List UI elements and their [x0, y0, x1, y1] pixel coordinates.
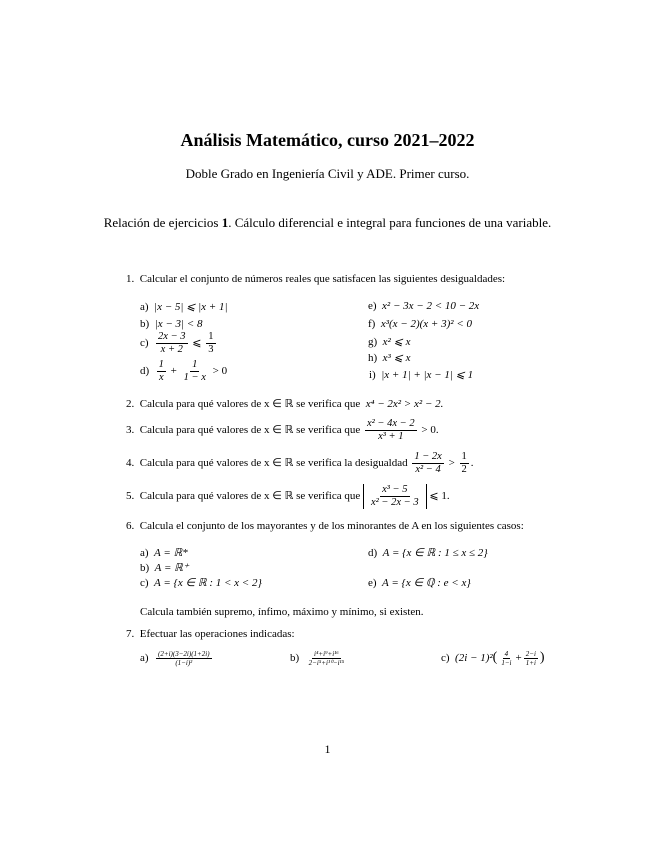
item-label: h) — [368, 352, 378, 364]
exercise-number: 7. — [126, 628, 135, 640]
ex1-item-f — [368, 318, 472, 330]
ex6-item-a — [140, 546, 188, 559]
inequality-rest: ⩽ 1. — [429, 490, 450, 503]
item-label: b) — [290, 652, 300, 665]
fraction — [499, 650, 513, 667]
fraction-denominator: x² − 2x − 3 — [370, 497, 419, 508]
exercise-text: Calcula para qué valores de x ∈ ℝ se verifica que — [139, 490, 361, 503]
fraction — [369, 484, 421, 509]
item-label: a) — [140, 301, 149, 313]
relacion-prefix: Relación de ejercicios — [103, 215, 222, 230]
ex6-item-d — [368, 546, 488, 559]
fraction-numerator: 1 — [208, 331, 214, 342]
fraction-denominator: x² − 4 — [415, 464, 441, 475]
fraction — [307, 650, 346, 667]
close-paren: ) — [539, 650, 545, 666]
item-math: |x − 5| ⩽ |x + 1| — [154, 301, 228, 313]
item-math: A = ℝ* — [154, 547, 188, 559]
fraction-denominator: x + 2 — [160, 344, 183, 355]
exercise-5-statement — [126, 484, 450, 509]
fraction-numerator: x² − 4x − 2 — [366, 418, 415, 429]
fraction — [156, 650, 212, 667]
ex1-item-h — [368, 351, 410, 364]
fraction — [157, 359, 166, 384]
exercise-text: Efectuar las operaciones indicadas: — [139, 628, 295, 640]
item-label: g) — [368, 336, 378, 348]
ex1-item-d — [140, 359, 227, 384]
ex6-note: Calcula también supremo, ínfimo, máximo y mínimo, si existen. — [140, 606, 424, 618]
fraction — [206, 331, 215, 356]
item-label: a) — [140, 652, 149, 665]
page-number: 1 — [324, 742, 331, 756]
fraction-denominator: 2 — [461, 464, 467, 475]
fraction-numerator: x³ − 5 — [382, 484, 408, 495]
fraction-denominator: (1−i)² — [175, 659, 193, 667]
absolute-value — [363, 484, 427, 509]
item-math: x² ⩽ x — [382, 336, 411, 348]
fraction — [156, 331, 188, 356]
fraction — [460, 451, 469, 476]
item-math: A = {x ∈ ℝ : 1 ≤ x ≤ 2} — [382, 547, 488, 559]
exercise-number: 5. — [126, 490, 135, 503]
exercise-text: Calcular el conjunto de números reales que satisfacen las siguientes desigualdades: — [139, 273, 506, 285]
exercise-3-statement — [126, 418, 439, 443]
fraction — [412, 451, 444, 476]
item-math: |x + 1| + |x − 1| ⩽ 1 — [381, 369, 474, 381]
operator: > — [448, 457, 455, 470]
sentence-end: . — [470, 457, 474, 470]
exercise-6-statement — [126, 520, 524, 532]
exercise-7-statement — [126, 628, 295, 640]
item-label: b) — [140, 562, 150, 574]
fraction-denominator: x — [158, 372, 164, 383]
item-label: f) — [368, 318, 376, 330]
relacion-number: 1 — [221, 215, 229, 230]
fraction-denominator: 1−i — [501, 659, 512, 667]
operator: ⩽ — [192, 337, 202, 350]
exercise-sheet-heading — [0, 215, 655, 231]
inequality-rest: > 0 — [212, 365, 228, 378]
exercise-2-statement — [126, 397, 443, 410]
item-label: d) — [368, 547, 378, 559]
fraction-denominator: x³ + 1 — [378, 431, 404, 442]
fraction-numerator: 4 — [504, 650, 509, 658]
item-math: x³ ⩽ x — [382, 352, 411, 364]
exercise-text: Calcula para qué valores de x ∈ ℝ se verifica la desigualdad — [139, 457, 408, 470]
ex1-item-a — [140, 300, 227, 313]
exercise-number: 4. — [126, 457, 135, 470]
fraction-denominator: 1+i — [525, 659, 536, 667]
ex7-item-b — [290, 650, 348, 667]
item-math: A = {x ∈ ℝ : 1 < x < 2} — [154, 577, 262, 589]
page-title: Análisis Matemático, curso 2021–2022 — [180, 130, 475, 150]
item-label: b) — [140, 318, 150, 330]
fraction-numerator: 2x − 3 — [158, 331, 186, 342]
item-math: x² − 3x − 2 < 10 − 2x — [382, 300, 480, 312]
item-label: d) — [140, 365, 150, 378]
item-math: A = ℝ⁺ — [154, 562, 189, 574]
open-paren: ( — [492, 650, 498, 666]
ex6-item-b — [140, 561, 189, 574]
fraction-numerator: 2−i — [525, 650, 536, 658]
exercise-number: 6. — [126, 520, 135, 532]
fraction-numerator: i⁴+i⁹+i¹⁶ — [314, 650, 339, 658]
item-label: c) — [140, 337, 149, 350]
exercise-number: 3. — [126, 424, 135, 437]
ex6-item-c — [140, 576, 262, 589]
fraction-numerator: 1 — [158, 359, 164, 370]
fraction-numerator: 1 — [192, 359, 198, 370]
ex1-item-i — [369, 368, 473, 381]
exercise-math: x⁴ − 2x² > x² − 2. — [365, 398, 444, 410]
exercise-text: Calcula para qué valores de x ∈ ℝ se verifica que — [139, 424, 361, 437]
fraction — [365, 418, 417, 443]
fraction-denominator: 1 − x — [183, 372, 206, 383]
relacion-suffix: . Cálculo diferencial e integral para funciones de una variable. — [228, 215, 552, 230]
item-math: (2i − 1)² — [455, 652, 493, 665]
exercise-text: Calcula el conjunto de los mayorantes y de los minorantes de A en los siguientes casos: — [139, 520, 524, 532]
exercise-number: 2. — [126, 398, 135, 410]
fraction-numerator: 1 − 2x — [414, 451, 442, 462]
fraction-denominator: 2−i⁵+i¹⁰−i¹⁵ — [308, 659, 345, 667]
ex6-item-e — [368, 576, 471, 589]
ex1-item-e — [368, 300, 479, 312]
item-math: A = {x ∈ ℚ : e < x} — [382, 577, 471, 589]
item-math: |x − 3| < 8 — [154, 318, 203, 330]
item-label: e) — [368, 300, 377, 312]
exercise-4-statement — [126, 451, 474, 476]
ex7-item-a — [140, 650, 214, 667]
ex1-item-c — [140, 331, 218, 356]
ex1-item-g — [368, 335, 410, 348]
item-label: a) — [140, 547, 149, 559]
fraction-denominator: 3 — [208, 344, 214, 355]
item-label: c) — [441, 652, 450, 665]
item-label: e) — [368, 577, 377, 589]
operator: + — [515, 652, 522, 665]
inequality-rest: > 0. — [421, 424, 439, 437]
item-math: x³(x − 2)(x + 3)² < 0 — [380, 318, 472, 330]
fraction-numerator: (2+i)(3−2i)(1+2i) — [158, 650, 210, 658]
exercise-number: 1. — [126, 273, 135, 285]
fraction — [182, 359, 208, 384]
exercise-1-statement — [126, 273, 505, 285]
operator: + — [170, 365, 177, 378]
item-label: c) — [140, 577, 149, 589]
page-subtitle: Doble Grado en Ingeniería Civil y ADE. Primer curso. — [185, 166, 470, 181]
ex7-item-c — [441, 650, 545, 667]
ex1-item-b — [140, 318, 202, 330]
fraction-numerator: 1 — [461, 451, 467, 462]
fraction — [524, 650, 538, 667]
exercise-text: Calcula para qué valores de x ∈ ℝ se verifica que — [139, 398, 361, 410]
item-label: i) — [369, 369, 376, 381]
